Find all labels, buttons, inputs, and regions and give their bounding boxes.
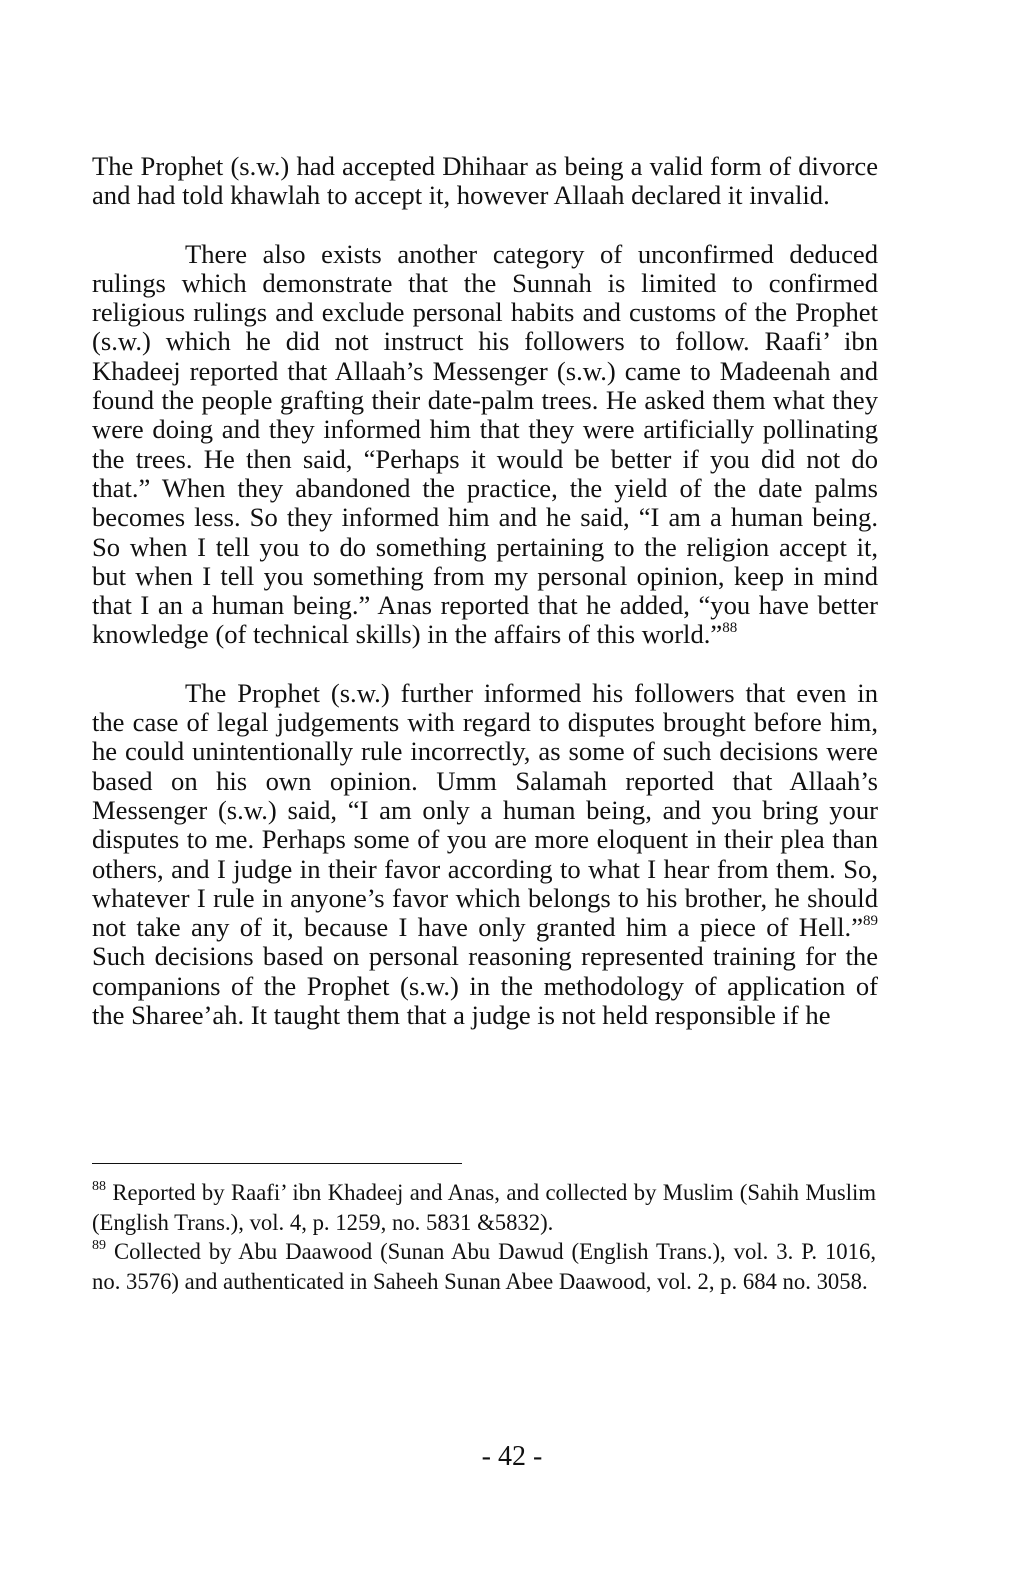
footnote-text: Collected by Abu Daawood (Sunan Abu Dawud (English Trans.), vol. 3. P. 1016, no. 3576) and authenticated in Saheeh Sunan Abee Daawood, vol. 2, p. 684 no. 3058. bbox=[92, 1239, 876, 1294]
footnote-88 bbox=[92, 1178, 876, 1237]
paragraph-text: There also exists another category of unconfirmed deduced rulings which demonstrate that the Sunnah is limited to confirmed religious rulings and exclude personal habits and customs of the Prophet (s.w.) which he did not instruct his followers to follow. Raafi’ ibn Khadeej reported that Allaah’s Messenger (s.w.) came to Madeenah and found the people grafting their date-palm trees. He asked them what they were doing and they informed him that they were artificially pollinating the trees. He then said, “Perhaps it would be better if you did not do that.” When they abandoned the practice, the yield of the date palms becomes less. So they informed him and he said, “I am a human being. So when I tell you to do something pertaining to the religion accept it, but when I tell you something from my personal opinion, keep in mind that I an a human being.” Anas reported that he added, “you have better knowledge (of technical skills) in the affairs of this world.” bbox=[92, 238, 878, 650]
paragraph-text: The Prophet (s.w.) further informed his followers that even in the case of legal judgements with regard to disputes brought before him, he could unintentionally rule incorrectly, as some of such decisions were based on his own opinion. Umm Salamah reported that Allaah’s Messenger (s.w.) said, “I am only a human being, and you bring your disputes to me. Perhaps some of you are more eloquent in their plea than others, and I judge in their favor according to what I hear from them. So, whatever I rule in anyone’s favor which belongs to his brother, he should not take any of it, because I have only granted him a piece of Hell.” bbox=[92, 677, 878, 943]
paragraph-text: The Prophet (s.w.) had accepted Dhihaar as being a valid form of divorce and had told khawlah to accept it, however Allaah declared it invalid. bbox=[92, 151, 878, 211]
paragraph-legal-judgements bbox=[92, 679, 878, 1031]
footnote-reference: 89 bbox=[863, 913, 878, 930]
page-number: - 42 - bbox=[481, 1441, 543, 1472]
paragraph-dhihaar bbox=[92, 152, 878, 211]
footnote-divider bbox=[92, 1163, 462, 1164]
footnotes bbox=[92, 1178, 876, 1296]
footnote-number: 89 bbox=[92, 1238, 106, 1253]
footnote-number: 88 bbox=[92, 1179, 106, 1194]
paragraph-text-continued: Such decisions based on personal reasoning represented training for the companions of the Prophet (s.w.) in the methodology of application of the Sharee’ah. It taught them that a judge is not held responsible if he bbox=[92, 941, 878, 1031]
body-text bbox=[92, 152, 878, 1030]
footnote-text: Reported by Raafi’ ibn Khadeej and Anas, and collected by Muslim (Sahih Muslim (English Trans.), vol. 4, p. 1259, no. 5831 &5832). bbox=[92, 1180, 876, 1235]
footnote-89 bbox=[92, 1237, 876, 1296]
paragraph-unconfirmed-rulings bbox=[92, 240, 878, 650]
footnote-reference: 88 bbox=[722, 620, 738, 637]
